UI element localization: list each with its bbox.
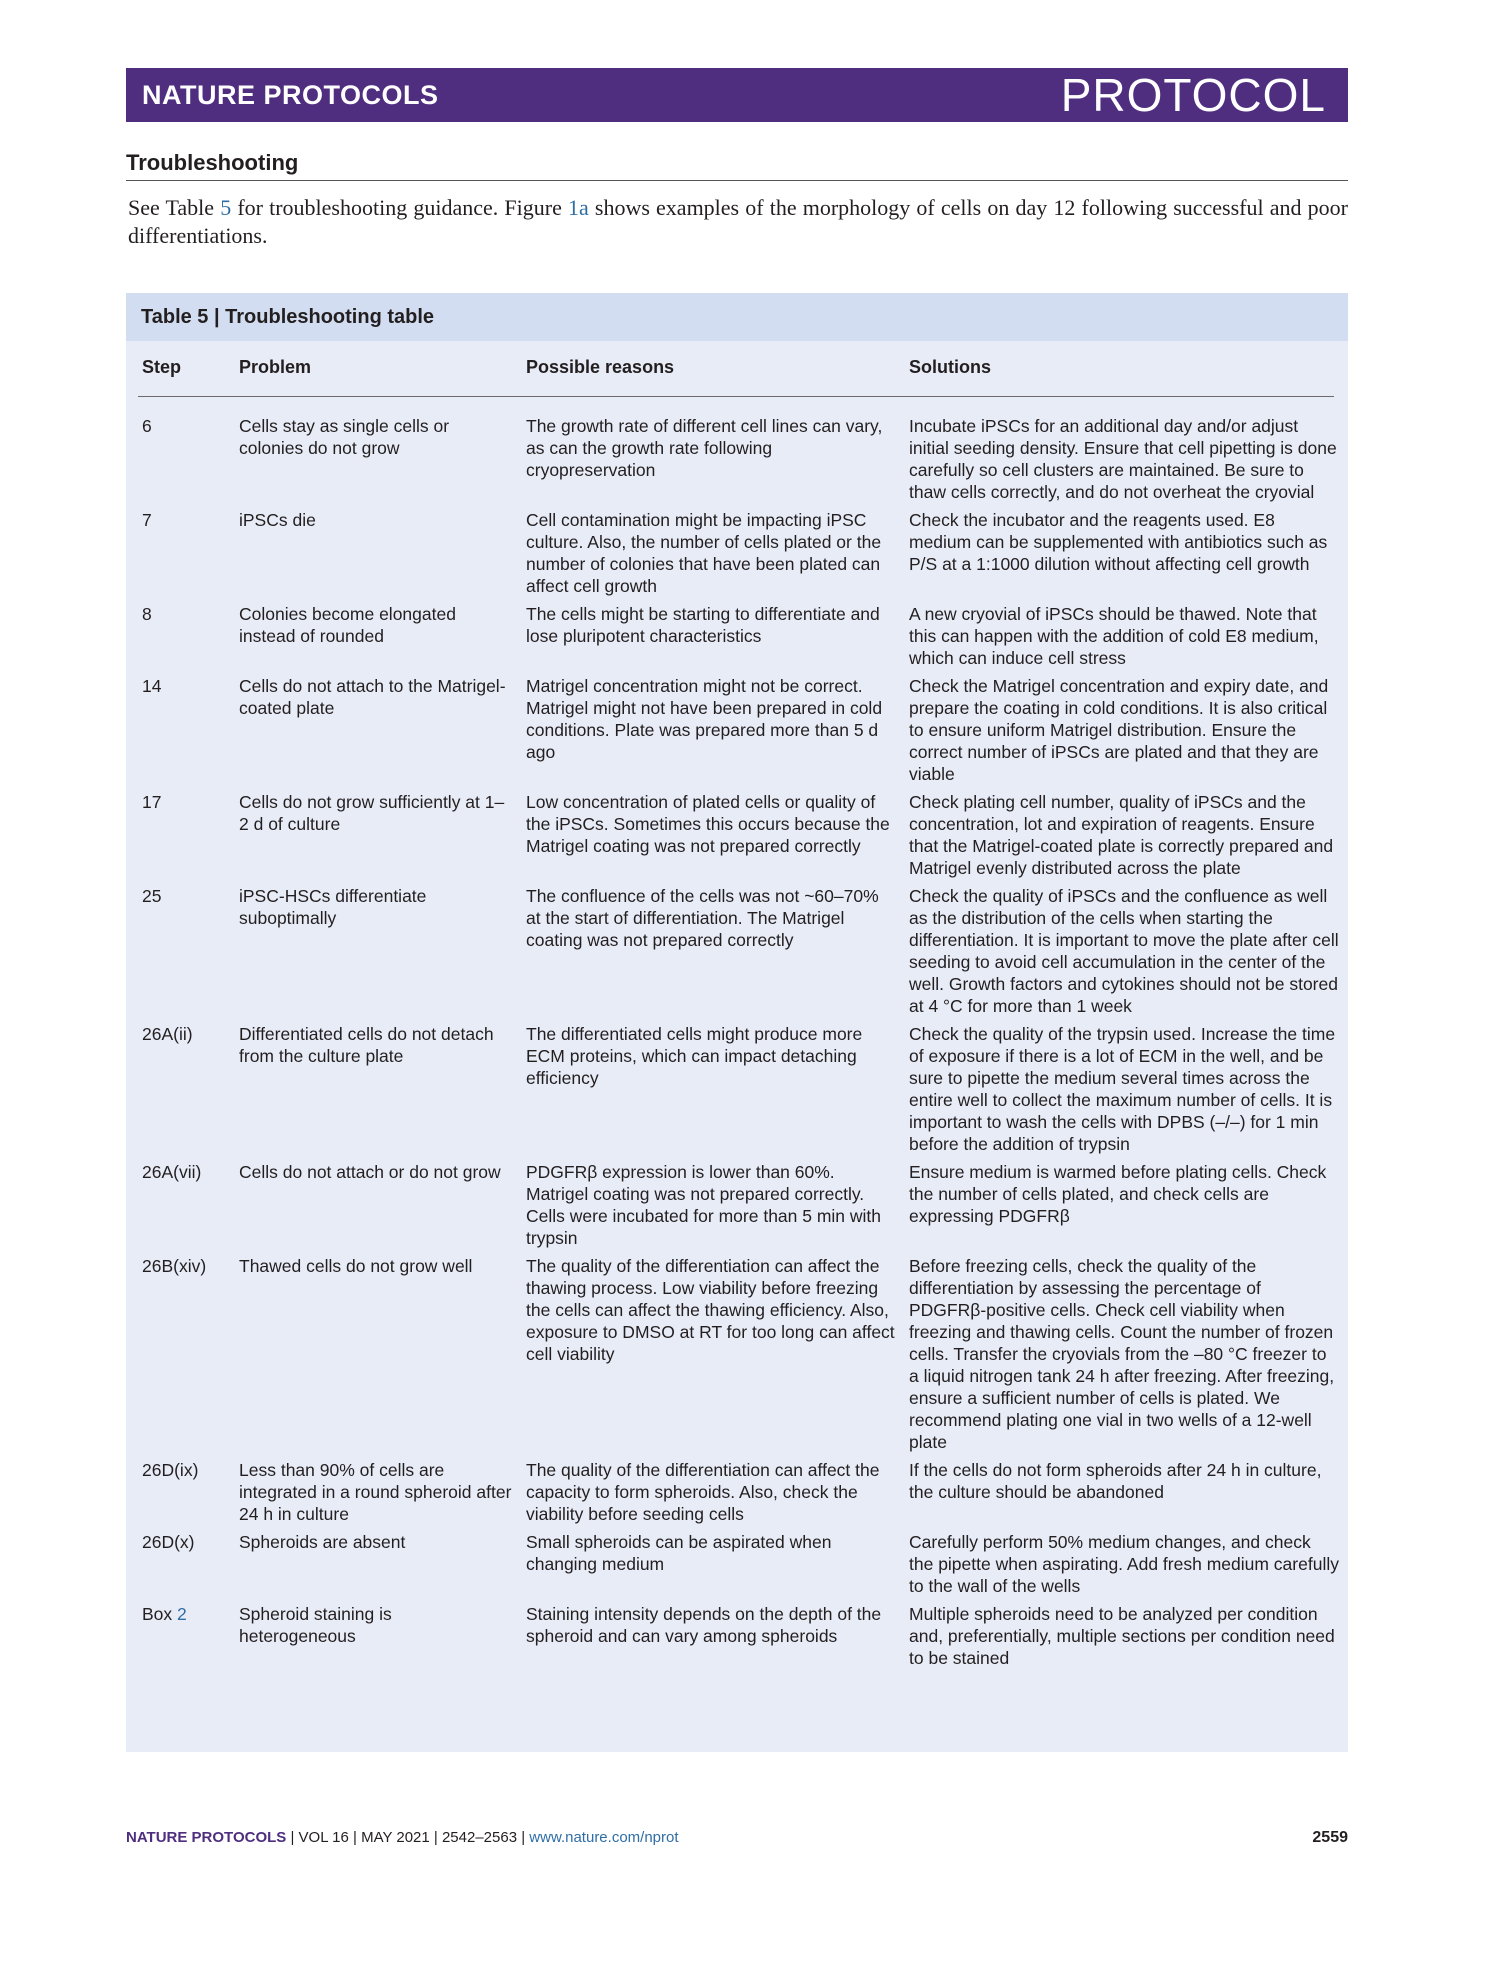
footer-journal: NATURE PROTOCOLS [126,1829,287,1846]
step-text: 26A(vii) [142,1162,202,1182]
cell-reasons: The cells might be starting to differentiate and lose pluripotent characteristics [526,604,880,646]
table-row [126,415,1348,503]
step-text: 7 [142,510,152,530]
step-text: 26A(ii) [142,1024,193,1044]
cell-step [142,885,239,1017]
header-divider [138,396,1334,397]
article-type: PROTOCOL [1060,69,1326,121]
cell-step [142,1603,239,1669]
cell-solutions: Check plating cell number, quality of iPSCs and the concentration, lot and expiration of reagents. Ensure that the Matrigel-coated plate is correctly prepared and Matrigel evenly distributed across the plate [909,792,1334,878]
table-body [126,415,1348,1675]
table-row [126,1531,1348,1597]
intro-text-post: shows examples of the morphology of cells on day 12 following successful and poor differentiations. [128,195,1348,248]
cell-reasons: The quality of the differentiation can affect the thawing process. Low viability before freezing the cells can affect the thawing efficiency. Also, exposure to DMSO at RT for too long can affect cell viability [526,1256,895,1364]
cell-problem: iPSC-HSCs differentiate suboptimally [239,886,427,928]
table-row [126,1603,1348,1669]
intro-text-mid: for troubleshooting guidance. Figure [231,195,568,220]
step-box-link[interactable]: 2 [177,1604,187,1624]
page-number: 2559 [1312,1829,1348,1846]
cell-step [142,603,239,669]
cell-step [142,1161,239,1249]
cell-reasons: The quality of the differentiation can affect the capacity to form spheroids. Also, check the viability before seeding cells [526,1460,880,1524]
cell-step [142,1255,239,1453]
table-row [126,791,1348,879]
section-title: Troubleshooting [126,150,1348,181]
intro-paragraph [128,194,1348,250]
step-text: Box [142,1604,178,1624]
table-row [126,1161,1348,1249]
page-footer [126,1829,1348,1847]
cell-problem: Spheroids are absent [239,1532,406,1552]
cell-problem: Thawed cells do not grow well [239,1256,473,1276]
cell-step [142,1531,239,1597]
cell-reasons: Low concentration of plated cells or quality of the iPSCs. Sometimes this occurs because the Matrigel coating was not prepared correctly [526,792,890,856]
cell-reasons: Small spheroids can be aspirated when changing medium [526,1532,832,1574]
step-text: 8 [142,604,152,624]
cell-reasons: The growth rate of different cell lines can vary, as can the growth rate following cryopreservation [526,416,883,480]
cell-reasons: The differentiated cells might produce more ECM proteins, which can impact detaching efficiency [526,1024,863,1088]
step-text: 25 [142,886,162,906]
step-text: 6 [142,416,152,436]
table-row [126,885,1348,1017]
cell-solutions: Check the Matrigel concentration and expiry date, and prepare the coating in cold conditions. It is also critical to ensure uniform Matrigel distribution. Ensure the correct number of iPSCs are plated and that they are viable [909,676,1329,784]
cell-reasons: Cell contamination might be impacting iPSC culture. Also, the number of cells plated or the number of colonies that have been plated can affect cell growth [526,510,882,596]
step-text: 26B(xiv) [142,1256,207,1276]
table-header [126,357,1348,389]
cell-solutions: Before freezing cells, check the quality of the differentiation by assessing the percentage of PDGFRβ-positive cells. Check cell viability when freezing and thawing cells. Count the number of frozen cells. Transfer the cryovials from the –80 °C freezer to a liquid nitrogen tank 24 h after freezing. After freezing, ensure a sufficient number of cells is plated. We recommend plating one vial in two wells of a 12-well plate [909,1256,1335,1452]
step-text: 26D(ix) [142,1460,199,1480]
cell-problem: Cells do not attach to the Matrigel-coated plate [239,676,506,718]
step-text: 14 [142,676,162,696]
cell-problem: Less than 90% of cells are integrated in a round spheroid after 24 h in culture [239,1460,512,1524]
column-header-reasons: Possible reasons [526,357,675,377]
cell-problem: Cells do not attach or do not grow [239,1162,501,1182]
intro-text-pre: See Table [128,195,221,220]
column-header-step: Step [142,357,182,377]
cell-solutions: Multiple spheroids need to be analyzed per condition and, preferentially, multiple sections per condition need to be stained [909,1604,1335,1668]
step-text: 17 [142,792,162,812]
cell-reasons: PDGFRβ expression is lower than 60%. Matrigel coating was not prepared correctly. Cells were incubated for more than 5 min with trypsin [526,1162,882,1248]
table-reference-link[interactable]: 5 [220,195,232,220]
cell-step [142,1023,239,1155]
cell-problem: Cells stay as single cells or colonies do not grow [239,416,450,458]
table-row [126,509,1348,597]
cell-problem: Cells do not grow sufficiently at 1–2 d of culture [239,792,505,834]
cell-step [142,415,239,503]
cell-solutions: A new cryovial of iPSCs should be thawed. Note that this can happen with the addition of cold E8 medium, which can induce cell stress [909,604,1319,668]
table-row [126,603,1348,669]
cell-step [142,791,239,879]
cell-problem: Spheroid staining is heterogeneous [239,1604,392,1646]
footer-url-link[interactable]: www.nature.com/nprot [529,1829,679,1846]
troubleshooting-table [126,293,1348,1752]
journal-name: NATURE PROTOCOLS [142,79,439,110]
cell-solutions: Carefully perform 50% medium changes, and check the pipette when aspirating. Add fresh medium carefully to the wall of the wells [909,1532,1339,1596]
cell-problem: Colonies become elongated instead of rounded [239,604,456,646]
cell-solutions: Check the quality of the trypsin used. Increase the time of exposure if there is a lot of ECM in the well, and be sure to pipette the medium several times across the entire well to collect the maximum number of cells. It is important to wash the cells with DPBS (–/–) for 1 min before the addition of trypsin [909,1024,1336,1154]
journal-banner [126,68,1348,122]
column-header-solutions: Solutions [909,357,991,377]
figure-reference-link[interactable]: 1a [567,195,589,220]
cell-reasons: The confluence of the cells was not ~60–70% at the start of differentiation. The Matrigel coating was not prepared correctly [526,886,879,950]
step-text: 26D(x) [142,1532,195,1552]
cell-step [142,1459,239,1525]
footer-citation-line [126,1829,679,1846]
cell-problem: Differentiated cells do not detach from the culture plate [239,1024,494,1066]
table-row [126,1255,1348,1453]
cell-reasons: Staining intensity depends on the depth of the spheroid and can vary among spheroids [526,1604,882,1646]
cell-reasons: Matrigel concentration might not be correct. Matrigel might not have been prepared in cold conditions. Plate was prepared more than 5 d ago [526,676,883,762]
cell-solutions: Incubate iPSCs for an additional day and/or adjust initial seeding density. Ensure that cell pipetting is done carefully so cell clusters are maintained. Be sure to thaw cells correctly, and do not overheat the cryovial [909,416,1337,502]
table-row [126,1459,1348,1525]
footer-citation: | VOL 16 | MAY 2021 | 2542–2563 | [286,1829,530,1846]
column-header-problem: Problem [239,357,312,377]
cell-problem: iPSCs die [239,510,316,530]
cell-solutions: Ensure medium is warmed before plating cells. Check the number of cells plated, and check cells are expressing PDGFRβ [909,1162,1327,1226]
table-title: Table 5 | Troubleshooting table [126,293,1348,341]
table-row [126,1023,1348,1155]
cell-solutions: Check the incubator and the reagents used. E8 medium can be supplemented with antibiotics such as P/S at a 1:1000 dilution without affecting cell growth [909,510,1328,574]
cell-solutions: Check the quality of iPSCs and the confluence as well as the distribution of the cells when starting the differentiation. It is important to move the plate after cell seeding to avoid cell accumulation in the center of the well. Growth factors and cytokines should not be stored at 4 °C for more than 1 week [909,886,1339,1016]
cell-step [142,509,239,597]
cell-solutions: If the cells do not form spheroids after 24 h in culture, the culture should be abandoned [909,1460,1322,1502]
cell-step [142,675,239,785]
table-row [126,675,1348,785]
